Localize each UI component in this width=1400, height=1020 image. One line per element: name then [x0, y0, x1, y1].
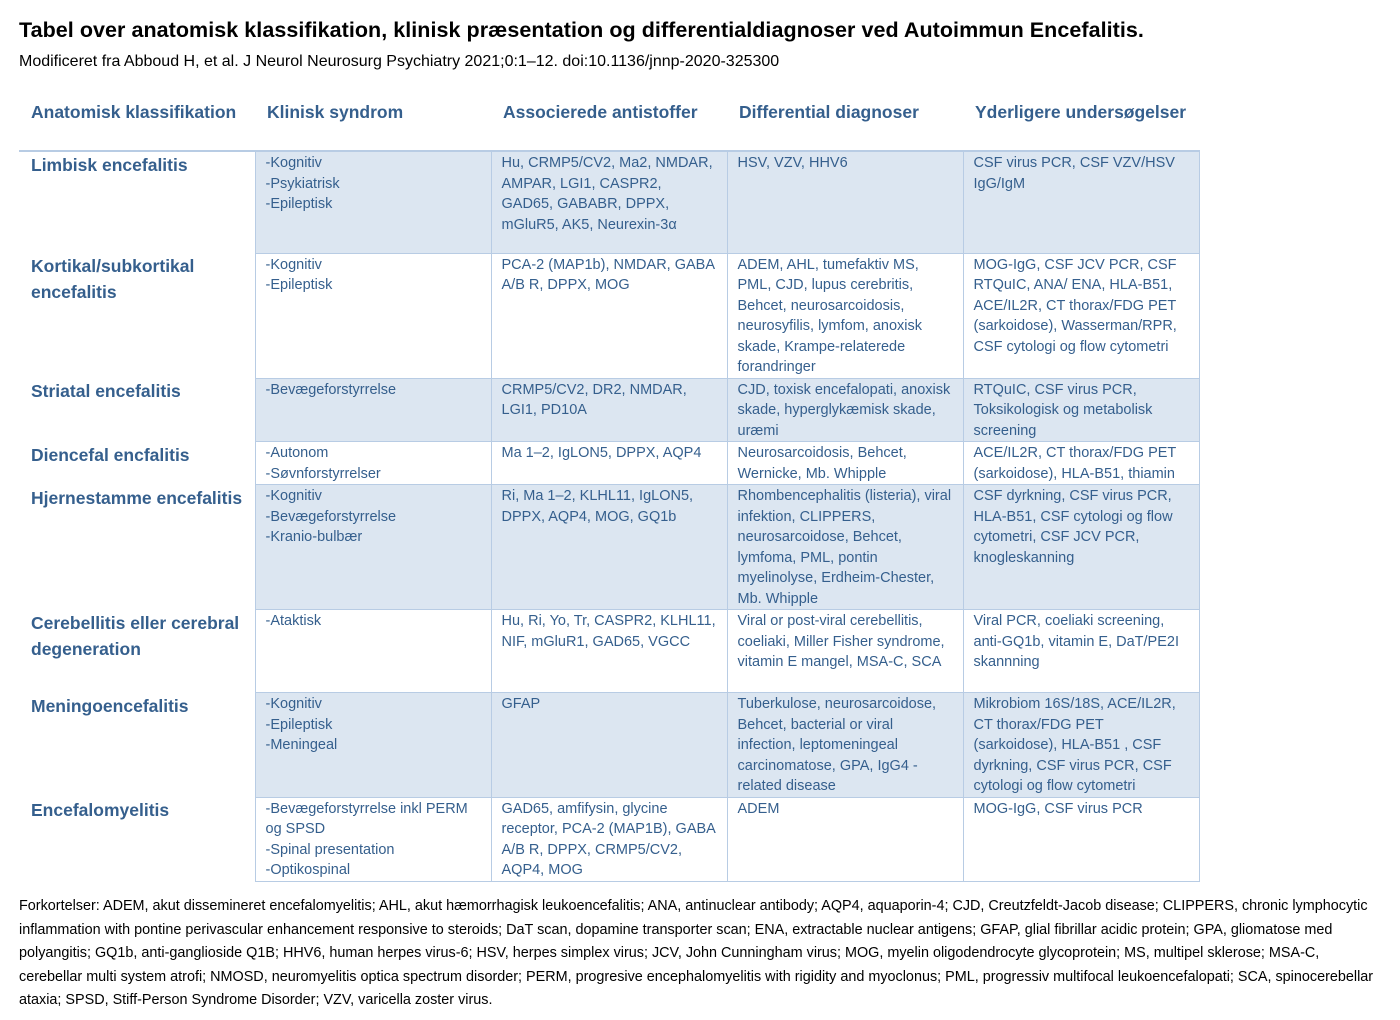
syndrome-item: -Bevægeforstyrrelse inkl PERM og SPSD [265, 800, 472, 837]
differential-cell: Neurosarcoidosis, Behcet, Wernicke, Mb. Whipple [727, 442, 963, 485]
syndrome-cell [255, 378, 491, 442]
syndrome-item: -Autonom [265, 445, 329, 461]
row-label: Meningoencefalitis [19, 693, 255, 798]
syndrome-item: -Spinal presentation [265, 841, 395, 858]
syndrome-item: -Optikospinal [265, 862, 351, 878]
classification-table [19, 96, 1200, 882]
syndrome-item: -Bevægeforstyrrelse [265, 381, 397, 398]
antibodies-cell: GAD65, amfifysin, glycine receptor, PCA-2 (MAP1B), GABA A/B R, DPPX, CRMP5/CV2, AQP4, MOG [491, 797, 727, 881]
column-header-anatomisk: Anatomisk klassifikation [19, 96, 255, 151]
syndrome-item: -Kognitiv [265, 256, 322, 273]
syndrome-cell [255, 797, 491, 881]
differential-cell: CJD, toxisk encefalopati, anoxisk skade, hyperglykæmisk skade, uræmi [727, 378, 963, 442]
table-row [19, 442, 1199, 485]
further-cell: ACE/IL2R, CT thorax/FDG PET (sarkoidose), HLA-B51, thiamin [963, 442, 1199, 485]
row-label: Diencefal encfalitis [19, 442, 255, 485]
syndrome-cell [255, 693, 491, 798]
further-cell: CSF virus PCR, CSF VZV/HSV IgG/IgM [963, 151, 1199, 253]
syndrome-item: -Ataktisk [265, 613, 322, 629]
antibodies-cell: CRMP5/CV2, DR2, NMDAR, LGI1, PD10A [491, 378, 727, 442]
differential-cell: ADEM, AHL, tumefaktiv MS, PML, CJD, lupus cerebritis, Behcet, neurosarcoidosis, neurosyfilis, lymfom, anoxisk skade, Krampe-relaterede forandringer [727, 253, 963, 378]
antibodies-cell: Hu, CRMP5/CV2, Ma2, NMDAR, AMPAR, LGI1, CASPR2, GAD65, GABABR, DPPX, mGluR5, AK5, Neurexin-3α [491, 151, 727, 253]
column-header-antistoffer: Associerede antistoffer [491, 96, 727, 151]
syndrome-item: -Kognitiv [265, 155, 322, 171]
further-cell: MOG-IgG, CSF JCV PCR, CSF RTQuIC, ANA/ ENA, HLA-B51, ACE/IL2R, CT thorax/FDG PET (sarkoidose), Wasserman/RPR, CSF cytologi og flow cytometri [963, 253, 1199, 378]
syndrome-item: -Epileptisk [265, 277, 333, 293]
syndrome-cell [255, 485, 491, 610]
syndrome-item: -Søvnforstyrrelser [265, 465, 381, 482]
table-row [19, 253, 1199, 378]
table-header-row [19, 96, 1199, 151]
syndrome-item: -Psykiatrisk [265, 175, 340, 192]
table-row [19, 797, 1199, 881]
further-cell: Mikrobiom 16S/18S, ACE/IL2R, CT thorax/FDG PET (sarkoidose), HLA-B51 , CSF dyrkning, CSF virus PCR, CSF cytologi og flow cytometri [963, 693, 1199, 798]
table-row [19, 485, 1199, 610]
syndrome-item: -Kognitiv [265, 696, 322, 712]
syndrome-item: -Kognitiv [265, 488, 322, 504]
column-header-klinisk-syndrom: Klinisk syndrom [255, 96, 491, 151]
row-label: Cerebellitis eller cerebral degeneration [19, 610, 255, 693]
antibodies-cell: Ri, Ma 1–2, KLHL11, IgLON5, DPPX, AQP4, MOG, GQ1b [491, 485, 727, 610]
differential-cell: Tuberkulose, neurosarcoidose, Behcet, bacterial or viral infection, leptomeningeal carcinomatose, GPA, IgG4 -related disease [727, 693, 963, 798]
antibodies-cell: Ma 1–2, IgLON5, DPPX, AQP4 [491, 442, 727, 485]
document-title: Tabel over anatomisk klassifikation, klinisk præsentation og differentialdiagnoser ved Autoimmun Encefalitis. [19, 18, 1144, 42]
syndrome-cell [255, 151, 491, 253]
further-cell: RTQuIC, CSF virus PCR, Toksikologisk og metabolisk screening [963, 378, 1199, 442]
table-row [19, 151, 1199, 253]
syndrome-cell [255, 442, 491, 485]
further-cell: MOG-IgG, CSF virus PCR [963, 797, 1199, 881]
differential-cell: Rhombencephalitis (listeria), viral infektion, CLIPPERS, neurosarcoidose, Behcet, lymfoma, PML, pontin myelinolyse, Erdheim-Chester, Mb. Whipple [727, 485, 963, 610]
antibodies-cell: Hu, Ri, Yo, Tr, CASPR2, KLHL11, NIF, mGluR1, GAD65, VGCC [491, 610, 727, 693]
table-row [19, 378, 1199, 442]
further-cell: CSF dyrkning, CSF virus PCR, HLA-B51, CSF cytologi og flow cytometri, CSF JCV PCR, knogleskanning [963, 485, 1199, 610]
table-row [19, 610, 1199, 693]
differential-cell: HSV, VZV, HHV6 [727, 151, 963, 253]
row-label: Striatal encefalitis [19, 378, 255, 442]
antibodies-cell: GFAP [491, 693, 727, 798]
column-header-undersoegelser: Yderligere undersøgelser [963, 96, 1199, 151]
syndrome-cell [255, 253, 491, 378]
syndrome-item: -Kranio-bulbær [265, 529, 363, 545]
differential-cell: ADEM [727, 797, 963, 881]
syndrome-item: -Bevægeforstyrrelse [265, 508, 397, 525]
column-header-differential: Differential diagnoser [727, 96, 963, 151]
row-label: Limbisk encefalitis [19, 151, 255, 253]
further-cell: Viral PCR, coeliaki screening, anti-GQ1b, vitamin E, DaT/PE2I skannning [963, 610, 1199, 693]
syndrome-item: -Epileptisk [265, 716, 333, 733]
syndrome-cell [255, 610, 491, 693]
differential-cell: Viral or post-viral cerebellitis, coeliaki, Miller Fisher syndrome, vitamin E mangel, MSA-C, SCA [727, 610, 963, 693]
table-row [19, 693, 1199, 798]
antibodies-cell: PCA-2 (MAP1b), NMDAR, GABA A/B R, DPPX, MOG [491, 253, 727, 378]
abbreviations-footnote: Forkortelser: ADEM, akut dissemineret encefalomyelitis; AHL, akut hæmorrhagisk leukoencefalitis; ANA, antinuclear antibody; AQP4, aquaporin-4; CJD, Creutzfeldt-Jacob disease; CLIPPERS, chronic lymphocytic inflammation with pontine perivascular enhancement responsive to steroids; DaT scan, dopamine transporter scan; ENA, extractable nuclear antigens; GFAP, glial fibrillar acidic protein; GPA, gliomatose med polyangitis; GQ1b, anti-ganglioside Q1B; HHV6, human herpes virus-6; HSV, herpes simplex virus; JCV, John Cunningham virus; MOG, myelin oligodendrocyte glycoprotein; MS, multipel sklerose; MSA-C, cerebellar multi system atrofi; NMOSD, neuromyelitis optica spectrum disorder; PERM, progresive encephalomyelitis with rigidity and myoclonus; PML, progressiv multifocal leukoencefalopati; SCA, spinocerebellar ataxia; SPSD, Stiff-Person Syndrome Disorder; VZV, varicella zoster virus. [19, 898, 1374, 1008]
row-label: Encefalomyelitis [19, 797, 255, 881]
syndrome-item: -Epileptisk [265, 196, 333, 212]
syndrome-item: -Meningeal [265, 737, 338, 753]
document-subtitle: Modificeret fra Abboud H, et al. J Neurol Neurosurg Psychiatry 2021;0:1–12. doi:10.1136/jnnp-2020-325300 [19, 53, 780, 70]
row-label: Hjernestamme encefalitis [19, 485, 255, 610]
row-label: Kortikal/subkortikal encefalitis [19, 253, 255, 378]
